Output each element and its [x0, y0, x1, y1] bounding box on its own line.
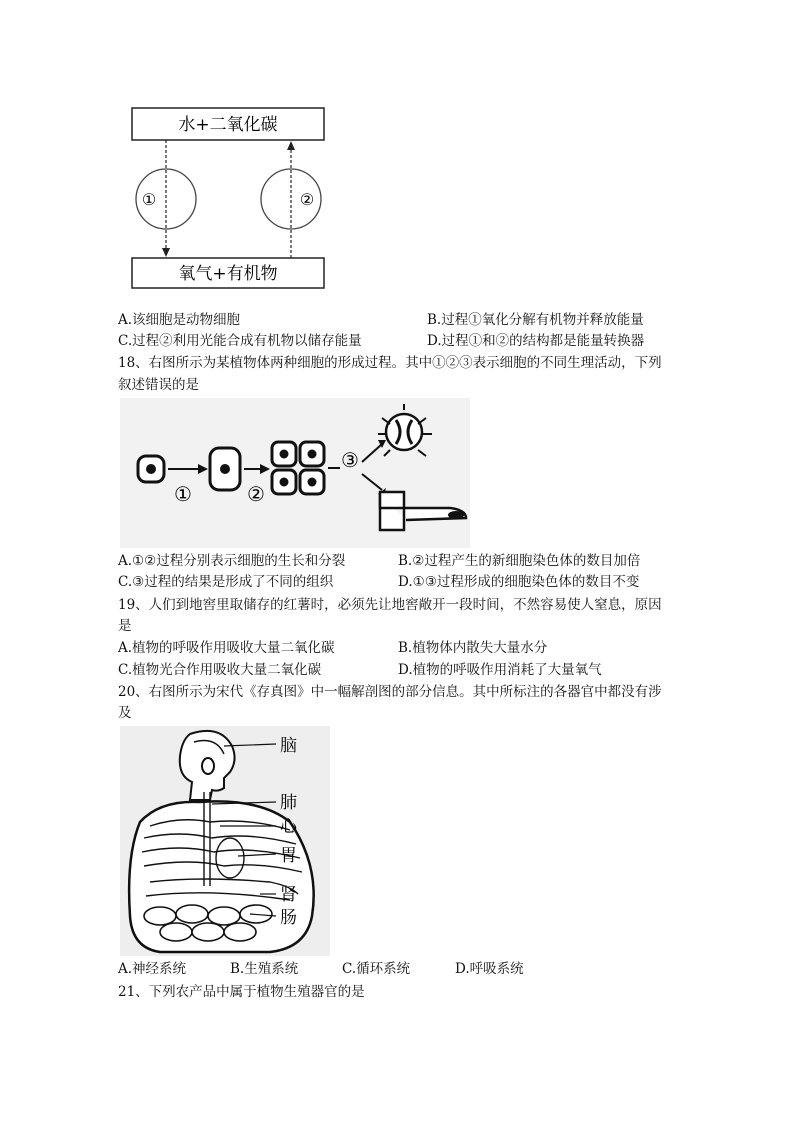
q18-option-b: B.②过程产生的新细胞染色体的数目加倍 — [398, 553, 641, 569]
q17-option-d: D.过程①和②的结构都是能量转换器 — [427, 333, 645, 349]
q20-anatomy-figure — [120, 726, 330, 956]
q20-stem-line2: 及 — [118, 705, 132, 721]
q18-stem-line1: 18、右图所示为某植物体两种细胞的形成过程。其中①②③表示细胞的不同生理活动，下列 — [118, 355, 662, 371]
label-step-3: ③ — [341, 448, 359, 472]
q19-option-a: A.植物的呼吸作用吸收大量二氧化碳 — [118, 640, 335, 656]
q20-option-b: B.生殖系统 — [230, 961, 299, 977]
q18-stem-line2: 叙述错误的是 — [118, 377, 199, 393]
label-lung: 肺 — [280, 793, 297, 813]
arrow-head-up — [287, 141, 295, 150]
label-stomach: 胃 — [280, 846, 297, 866]
q19-stem-line2: 是 — [118, 618, 132, 634]
label-kidney: 肾 — [280, 885, 297, 905]
q20-option-d: D.呼吸系统 — [455, 961, 524, 977]
q19-stem-line1: 19、人们到地窖里取储存的红薯时，必须先让地窖敞开一段时间，不然容易使人窒息，原因 — [118, 597, 662, 613]
q17-figure — [118, 100, 333, 295]
q17-option-c: C.过程②利用光能合成有机物以储存能量 — [118, 333, 362, 349]
q20-option-c: C.循环系统 — [342, 961, 411, 977]
q20-stem-line1: 20、右图所示为宋代《存真图》中一幅解剖图的部分信息。其中所标注的各器官中都没有涉 — [118, 684, 662, 700]
label-process-1: ① — [141, 190, 157, 209]
q18-option-a: A.①②过程分别表示细胞的生长和分裂 — [118, 553, 346, 569]
q19-option-b: B.植物体内散失大量水分 — [398, 640, 548, 656]
q19-option-d: D.植物的呼吸作用消耗了大量氧气 — [398, 662, 602, 678]
q18-option-c: C.③过程的结果是形成了不同的组织 — [118, 574, 334, 590]
q17-option-b: B.过程①氧化分解有机物并释放能量 — [427, 312, 644, 328]
q17-option-a: A.该细胞是动物细胞 — [118, 312, 241, 328]
q20-option-a: A.神经系统 — [118, 961, 187, 977]
label-step-2: ② — [247, 482, 265, 506]
label-brain: 脑 — [280, 736, 297, 756]
q21-stem: 21、下列农产品中属于植物生殖器官的是 — [118, 984, 365, 1000]
q18-option-d: D.①③过程形成的细胞染色体的数目不变 — [398, 574, 640, 590]
label-heart: 心 — [280, 817, 297, 837]
water-co2-text: 水+二氧化碳 — [178, 115, 278, 135]
label-intestine: 肠 — [280, 908, 297, 928]
label-process-2: ② — [299, 190, 315, 209]
oxygen-organic-text: 氧气+有机物 — [178, 264, 278, 284]
label-step-1: ① — [174, 482, 192, 506]
arrow-head-down — [162, 248, 170, 257]
q19-option-c: C.植物光合作用吸收大量二氧化碳 — [118, 662, 322, 678]
q18-figure — [120, 398, 470, 548]
